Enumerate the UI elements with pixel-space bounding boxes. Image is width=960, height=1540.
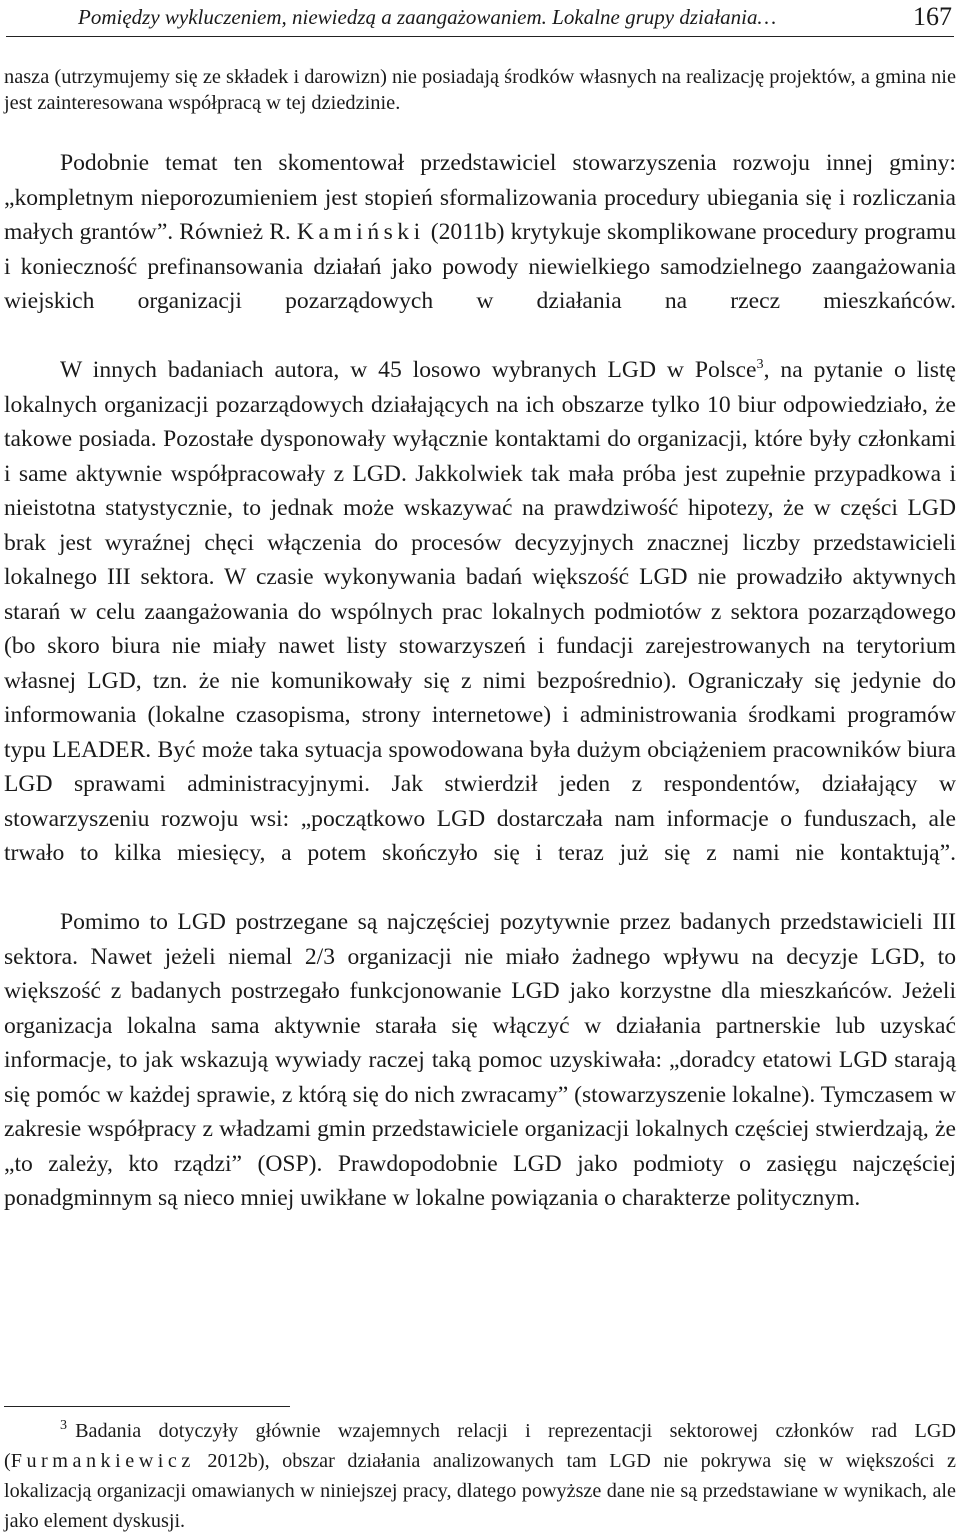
page-number: 167 [913, 2, 952, 31]
intro-paragraph [4, 64, 956, 116]
footnote [4, 1416, 956, 1536]
author-name-kaminski: Kamiński [296, 219, 425, 245]
footnote-separator [4, 1406, 290, 1407]
footnote-text-b: 2012b), obszar działania analizowanych tam LGD nie pokrywa się w większości z lokalizacją organizacji omawianych w niniejszej pracy, dlatego powyższe dane nie są przedstawiane w wynikach, ale jako element dyskusji. [4, 1450, 956, 1532]
author-name-furmankiewicz: Furmankiewicz [10, 1450, 195, 1472]
footnote-text-a: Badania dotyczyły głównie wzajemnych relacji i reprezentacji sektorowej członków rad LGD ( [4, 1420, 956, 1472]
page-body [4, 64, 956, 1216]
footnote-reference[interactable]: 3 [756, 356, 764, 373]
paragraph-3 [4, 905, 956, 1216]
running-header [6, 2, 954, 37]
intro-text: nasza (utrzymujemy się ze składek i darowizn) nie posiadają środków własnych na realizację projektów, a gmina nie jest zainteresowana współpracą w tej dziedzinie. [4, 66, 956, 114]
paragraph-2-text-a: W innych badaniach autora, w 45 losowo wybranych LGD w Polsce [60, 357, 757, 383]
paragraph-2-text-b: , na pytanie o listę lokalnych organizacji pozarządowych działających na ich obszarze tylko 10 biur odpowiedziało, że takowe posiada. Pozostałe dysponowały wyłącznie kontaktami do organizacji, które były członkami i same aktywnie współpracowały z LGD. Jakkolwiek tak mała próba jest zupełnie przypadkowa i nieistotna statystycznie, to jednak może wskazywać na prawdziwość hipotezy, że w części LGD brak jest wyraźnej chęci włączenia do procesów decyzyjnych znacznej liczby przedstawicieli lokalnego III sektora. W czasie wykonywania badań większość LGD nie prowadziło aktywnych starań w celu zaangażowania do wspólnych prac lokalnych podmiotów z sektora pozarządowego (bo skoro biura nie miały nawet listy stowarzyszeń i fundacji zarejestrowanych na terytorium własnej LGD, tzn. że nie komunikowały się z nimi bezpośrednio). Ograniczały się jedynie do informowania (lokalne czasopisma, strony internetowe) i administrowania środkami programów typu LEADER. Być może taka sytuacja spowodowana była dużym obciążeniem pracowników biura LGD sprawami administracyjnymi. Jak stwierdził jeden z respondentów, działający w stowarzyszeniu rozwoju wsi: „początkowo LGD dostarczała nam informacje o funduszach, ale trwało to kilka miesięcy, a potem skończyło się i teraz już się z nami nie kontaktują”. [4, 357, 956, 866]
paragraph-1 [4, 146, 956, 353]
running-title: Pomiędzy wykluczeniem, niewiedzą a zaangażowaniem. Lokalne grupy działania… [78, 5, 777, 29]
paragraph-3-text: Pomimo to LGD postrzegane są najczęściej pozytywnie przez badanych przedstawicieli III sektora. Nawet jeżeli niemal 2/3 organizacji nie miało żadnego wpływu na decyzje LGD, to większość z badanych postrzegało funkcjonowanie LGD jako korzystne dla mieszkańców. Jeżeli organizacja lokalna sama aktywnie starała się włączyć w działania partnerskie lub uzyskać informacje, to jak wskazują wywiady raczej taką pomoc uzyskiwała: „doradcy etatowi LGD starają się pomóc w każdej sprawie, z którą się do nich zwracamy” (stowarzyszenie lokalne). Tymczasem w zakresie współpracy z władzami gmin przedstawiciele organizacji lokalnych częściej stwierdzają, że „to zależy, kto rządzi” (OSP). Prawdopodobnie LGD jako podmioty o zasięgu najczęściej ponadgminnym są nieco mniej uwikłane w lokalne powiązania o charakterze politycznym. [4, 909, 956, 1211]
paragraph-2 [4, 353, 956, 905]
footnote-number: 3 [60, 1417, 68, 1434]
paragraph-1-text-a: Podobnie temat ten skomentował przedstawiciel stowarzyszenia rozwoju innej gminy: „kompletnym nieporozumieniem jest stopień sformalizowania procedury ubiegania się i rozliczania małych grantów”. Również R. [4, 150, 956, 245]
paragraph-gap [4, 116, 956, 146]
paragraph-1-text-b: (2011b) krytykuje skomplikowane procedury programu i konieczność prefinansowania działań jako powody niewielkiego samodzielnego zaangażowania wiejskich organizacji pozarządowych w działania na rzecz mieszkańców. [4, 219, 957, 314]
